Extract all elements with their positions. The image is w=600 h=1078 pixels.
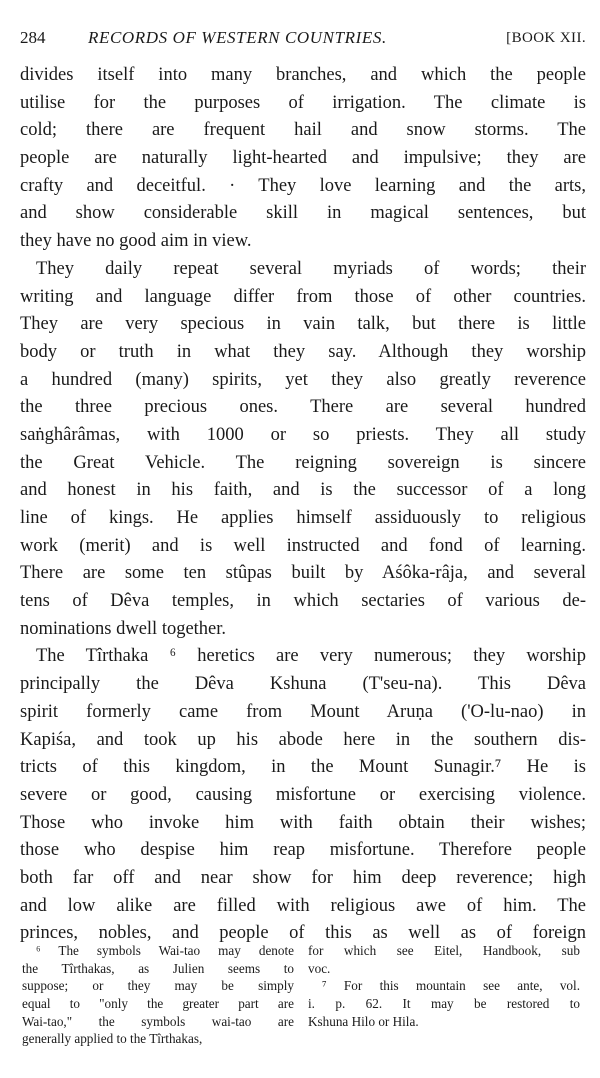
body-line: severe or good, causing misfortune or exercising violence. (20, 784, 586, 805)
body-line: tricts of this kingdom, in the Mount Sunagir.⁷ He is (20, 757, 586, 778)
body-line: work (merit) and is well instructed and fond of learning. (20, 535, 586, 556)
body-line: those who despise him reap misfortune. Therefore people (20, 840, 586, 861)
footnote-line: i. p. 62. It may be restored to (308, 996, 580, 1012)
body-line: utilise for the purposes of irrigation. The climate is (20, 92, 586, 113)
footnote-line: suppose; or they may be simply (22, 978, 294, 994)
body-line: They daily repeat several myriads of words; their (36, 258, 586, 279)
footnote-line: voc. (308, 960, 331, 976)
body-line: There are some ten stûpas built by Aśôka-râja, and several (20, 563, 586, 584)
page-number: 284 (20, 28, 46, 47)
footnote-line: for which see Eitel, Handbook, sub (308, 943, 580, 958)
body-line: and low alike are filled with religious awe of him. The (20, 895, 586, 916)
body-line: the Great Vehicle. The reigning sovereign is sincere (20, 452, 586, 473)
body-line: they have no good aim in view. (20, 231, 252, 252)
footnote-line: ⁷ For this mountain see ante, vol. (322, 978, 580, 994)
body-line: principally the Dêva Kshuna (T'seu-na). This Dêva (20, 674, 586, 695)
body-line: spirit formerly came from Mount Aruṇa ('O-lu-nao) in (20, 701, 586, 722)
body-line: divides itself into many branches, and which the people (20, 65, 586, 85)
body-line: princes, nobles, and people of this as well as of foreign (20, 923, 586, 944)
footnote-line: ⁶ The symbols Wai-tao may denote (36, 943, 294, 958)
body-line: body or truth in what they say. Although they worship (20, 341, 586, 362)
body-line: The Tîrthaka ⁶ heretics are very numerous; they worship (36, 646, 586, 667)
body-line: cold; there are frequent hail and snow storms. The (20, 120, 586, 141)
body-line: and honest in his faith, and is the successor of a long (20, 480, 586, 501)
footnote-column-right (308, 942, 580, 1030)
body-line: crafty and deceitful. · They love learning and the arts, (20, 175, 586, 196)
footnote-line: Wai-tao," the symbols wai-tao are (22, 1013, 294, 1029)
footnote-column-left (22, 942, 294, 1048)
body-line: saṅghârâmas, with 1000 or so priests. They all study (20, 424, 586, 445)
body-line: people are naturally light-hearted and impulsive; they are (20, 148, 586, 169)
footnote-line: generally applied to the Tîrthakas, (22, 1031, 203, 1047)
running-header (20, 26, 586, 50)
body-line: tens of Dêva temples, in which sectaries of various de- (20, 591, 586, 612)
body-line: writing and language differ from those of other countries. (20, 286, 586, 307)
body-line: Those who invoke him with faith obtain their wishes; (20, 812, 586, 833)
body-line: both far off and near show for him deep reverence; high (20, 867, 586, 888)
body-line: a hundred (many) spirits, yet they also greatly reverence (20, 369, 586, 390)
body-line: They are very specious in vain talk, but there is little (20, 314, 586, 335)
body-line: and show considerable skill in magical sentences, but (20, 203, 586, 224)
footnote-line: equal to "only the greater part are (22, 996, 294, 1012)
footnote-line: the Tîrthakas, as Julien seems to (22, 960, 294, 976)
body-line: nominations dwell together. (20, 618, 227, 639)
body-line: the three precious ones. There are several hundred (20, 397, 586, 418)
footnote-line: Kshuna Hilo or Hila. (308, 1013, 419, 1029)
body-line: line of kings. He applies himself assiduously to religious (20, 508, 586, 528)
running-title: RECORDS OF WESTERN COUNTRIES. (88, 28, 387, 47)
body-line: Kapiśa, and took up his abode here in the southern dis- (20, 729, 586, 750)
body-text (20, 62, 586, 948)
book-label: [BOOK XII. (506, 30, 586, 46)
